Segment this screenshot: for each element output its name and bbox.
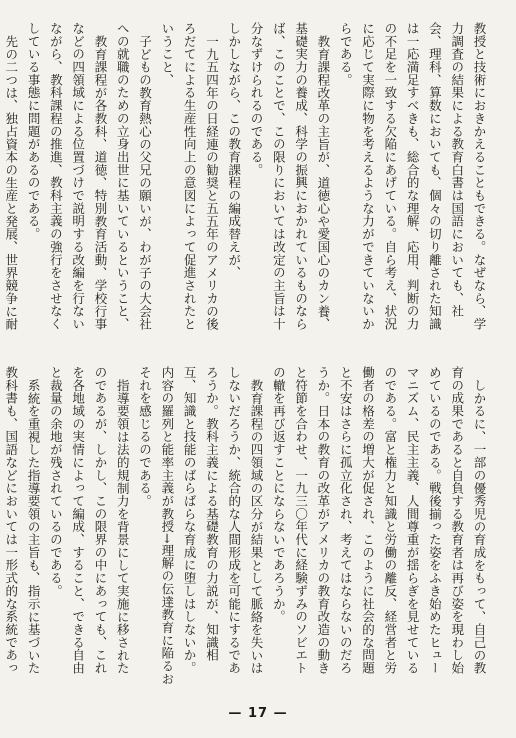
- page-number: — 17 —: [228, 706, 288, 721]
- paragraph: 教授と技術におきかえることもできる。なぜなら、学力調査の結果による教育白書は国語においても、社会、理科、算数においても、個々の切り離された知識は一応満足すべきも、総合的な理解、応用、判断の力の不足を一致する欠陥にあげている。自ら考え、状況に応じて実際に物を考えるような力ができていないからである。: [338, 22, 487, 331]
- paragraph: 先の二つは、独占資本の生産と発展、世界競争に耐: [3, 34, 19, 331]
- paragraph: しかるに、一部の優秀児の育成をもって、自己の教育の成果であると自負する教育者は再び姿を現わし始めているのである。戦後揃った姿をふき始めたヒューマニズム、民主主義、人間尊重が揺らぎを見せているのである。富と権力と知識と労働の離反、経営者と労働者の格差の増大が促され、このように社会的な問題と不安はさらに孤立化され、考えてはならないのだろうか。日本の教育の改革がアメリカの教育改造の動きと符節を合わせ、一九三〇年代に経験ずみのソビエトの轍を再び返すことにならないであろうか。: [271, 366, 487, 675]
- section-divider: [28, 350, 490, 351]
- paragraph: 教育課程の四領域の区分が結果として脈絡を失いはしないだろうか、統合的な人間形成を可能にするであろうか。教科主義による基礎教育の力説が、知識相互、知識と技能のばらばらな育成に堕しはしないか。内容の羅列と能率主義が教授→理解の伝達教育に陥るおそれを感じるのである。: [137, 366, 265, 686]
- bottom-text-block: [3, 366, 490, 686]
- top-text-block: [3, 22, 490, 340]
- paragraph: 指導要領は法的規制力を背景にして実施に移されたのであるが、しかし、この限界の中にあっても、これを各地域の実情によって編成、すること、できる自由と裁量の余地が残されているのである。: [48, 366, 131, 675]
- paragraph: 一九五四年の日経連の勧奨と五五年のアメリカの後ろだてによる生産性向上の意図によって促進されたということ、: [159, 22, 220, 331]
- paragraph: 系統を重視した指導要領の主旨も、指示に基づいた教科書も、国語などにおいては一形式的な系統であっ: [3, 366, 42, 675]
- paragraph: 教育課程改革の主旨が、道徳心や愛国心のカン養、基礎実力の養成、科学の振興におかれているものならば、このことで、この限りにおいては改定の主旨は十分なずけられるのである。: [249, 22, 331, 331]
- paragraph: 子どもの教育熱心の父兄の願いが、わが子の大会社への就職のための立身出世に基いているということ、: [115, 22, 153, 331]
- paragraph: しかしながら、この教育課程の編成替えが、: [226, 22, 242, 279]
- paragraph: 教育課程が各教科、道徳、特別教育活動、学校行事などの四領域による位置づけで説明する改編を行ないながら、教科課程の推進、教科主義の強行をさせなくしている事態に問題があるのである。: [26, 22, 108, 331]
